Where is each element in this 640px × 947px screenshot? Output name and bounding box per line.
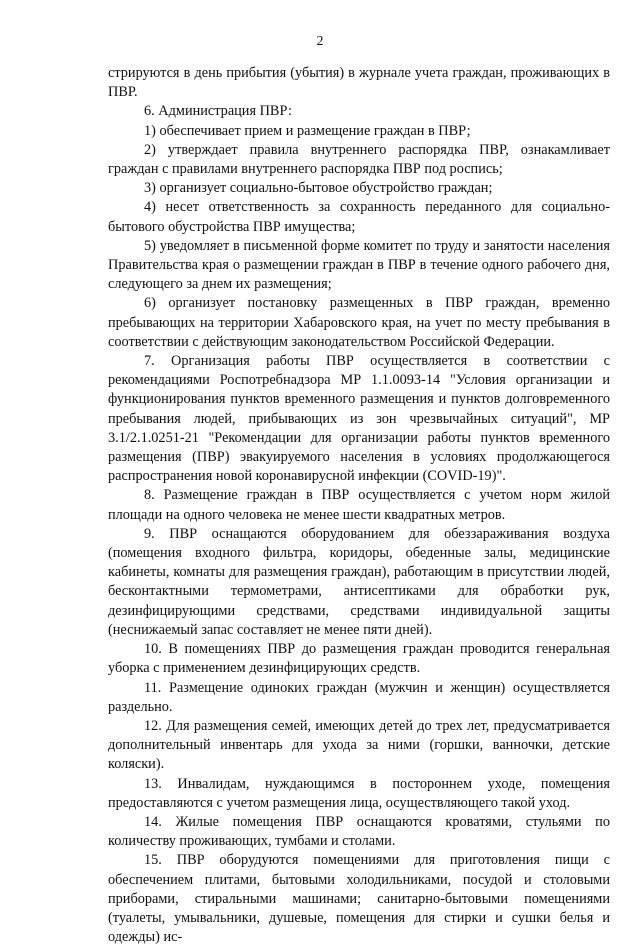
paragraph-item-10: 10. В помещениях ПВР до размещения граждан проводится генеральная уборка с применением дезинфицирующих средств. — [108, 641, 610, 677]
paragraph-item-9: 9. ПВР оснащаются оборудованием для обеззараживания воздуха (помещения входного фильтра, коридоры, обеденные залы, медицинские кабинеты, комнаты для размещения граждан), работающим в присутствии людей, бесконтактными термометрами, антисептиками для обработки рук, дезинфицирующими средствами, средствами индивидуальной защиты (неснижаемый запас составляет не менее пяти дней). — [108, 525, 610, 638]
paragraph-item-11: 11. Размещение одиноких граждан (мужчин и женщин) осуществляется раздельно. — [108, 679, 610, 715]
paragraph-item-14: 14. Жилые помещения ПВР оснащаются кроватями, стульями по количеству проживающих, тумбами и столами. — [108, 813, 610, 850]
page-number: 2 — [316, 34, 324, 49]
paragraph-subitem-1: 1) обеспечивает прием и размещение граждан в ПВР; — [144, 122, 471, 139]
paragraph-subitem-4: 4) несет ответственность за сохранность переданного для социально-бытового обустройства ПВР имущества; — [108, 199, 610, 235]
paragraph-item-13: 13. Инвалидам, нуждающимся в постороннем уходе, помещения предоставляются с учетом размещения лица, осуществляющего такой уход. — [108, 775, 610, 811]
paragraph-item-6-heading: 6. Администрация ПВР: — [144, 103, 292, 120]
paragraph-item-8: 8. Размещение граждан в ПВР осуществляется с учетом норм жилой площади на одного человека не менее шести квадратных метров. — [108, 487, 610, 523]
paragraph-subitem-5: 5) уведомляет в письменной форме комитет по труду и занятости населения Правительства края о размещении граждан в ПВР в течение одного рабочего дня, следующего за днем их размещения; — [108, 237, 610, 293]
paragraph-item-12: 12. Для размещения семей, имеющих детей до трех лет, предусматривается дополнительный инвентарь для ухода за ними (горшки, ванночки, детские коляски). — [108, 717, 610, 773]
paragraph-subitem-6: 6) организует постановку размещенных в ПВР граждан, временно пребывающих на территории Хабаровского края, на учет по месту пребывания в соответствии с действующим законодательством Российской Федерации. — [108, 295, 610, 350]
paragraph-item-15: 15. ПВР оборудуются помещениями для приготовления пищи с обеспечением плитами, бытовыми холодильниками, посудой и столовыми приборами, стиральными машинами; санитарно-бытовыми помещениями (туалеты, умывальники, душевые, помещения для стирки и сушки белья и одежды) ис- — [108, 852, 610, 946]
paragraph-continuation: стрируются в день прибытия (убытия) в журнале учета граждан, проживающих в ПВР. — [108, 65, 610, 101]
paragraph-subitem-3: 3) организует социально-бытовое обустройство граждан; — [144, 180, 493, 197]
paragraph-item-7: 7. Организация работы ПВР осуществляется в соответствии с рекомендациями Роспотребнадзора МР 1.1.0093-14 "Условия организации и функционирования пунктов временного размещения и пунктов долговременного пребывания людей, прибывающих из зон чрезвычайных ситуаций", МР 3.1/2.1.0251-21 "Рекомендации для организации работы пунктов временного размещения (ПВР) эвакуируемого населения в условиях продолжающегося распространения новой коронавирусной инфекции (COVID-19)". — [108, 353, 610, 485]
paragraph-subitem-2: 2) утверждает правила внутреннего распорядка ПВР, ознакамливает граждан с правилами внутреннего распорядка ПВР под роспись; — [108, 141, 610, 178]
document-body — [108, 64, 610, 947]
